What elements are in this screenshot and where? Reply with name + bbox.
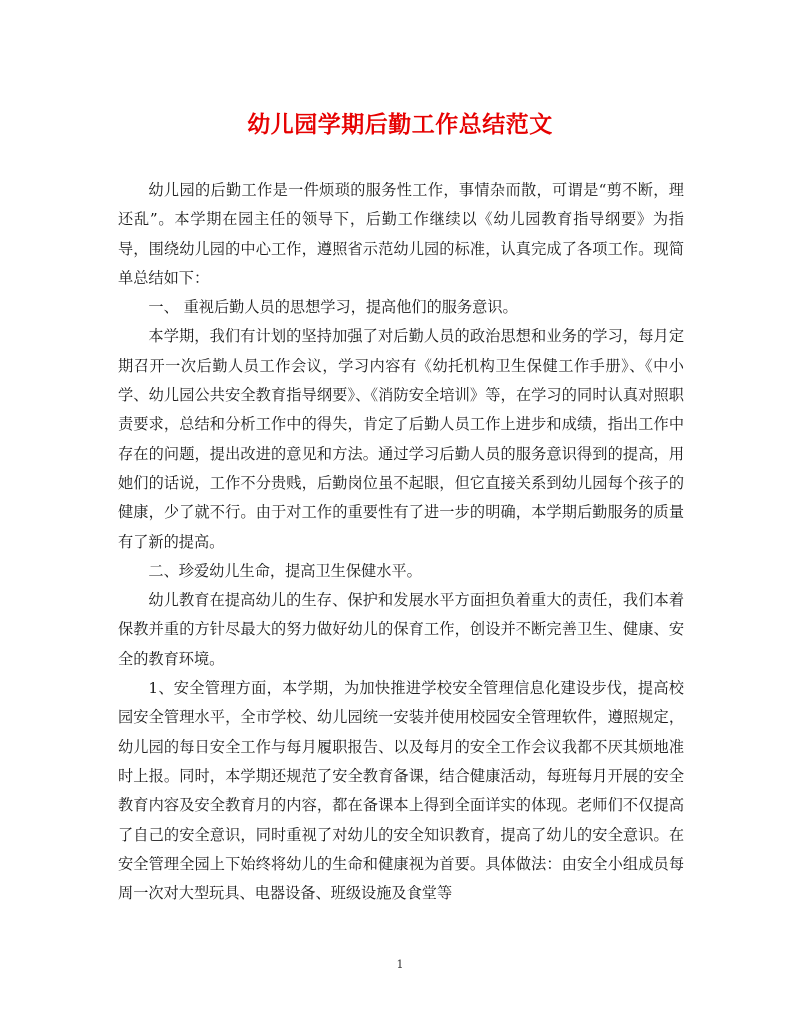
section-heading-2: 二、珍爱幼儿生命，提高卫生保健水平。: [148, 561, 422, 580]
paragraph-intro: 幼儿园的后勤工作是一件烦琐的服务性工作，事情杂而散，可谓是“剪不断，理还乱”。本学期在园主任的领导下，后勤工作继续以《幼儿园教育指导纲要》为指导，围绕幼儿园的中心工作，遵照省示范幼儿园的标准，认真完成了各项工作。现简单总结如下：: [118, 181, 684, 287]
paragraph-section-1: 本学期，我们有计划的坚持加强了对后勤人员的政治思想和业务的学习，每月定期召开一次后勤人员工作会议，学习内容有《幼托机构卫生保健工作手册》、《中小学、幼儿园公共安全教育指导纲要》、《消防安全培训》等，在学习的同时认真对照职责要求，总结和分析工作中的得失，肯定了后勤人员工作上进步和成绩，指出工作中存在的问题，提出改进的意见和方法。通过学习后勤人员的服务意识得到的提高，用她们的话说，工作不分贵贱，后勤岗位虽不起眼，但它直接关系到幼儿园每个孩子的健康，少了就不行。由于对工作的重要性有了进一步的明确，本学期后勤服务的质量有了新的提高。: [118, 327, 684, 551]
section-heading-1: 一、 重视后勤人员的思想学习，提高他们的服务意识。: [148, 298, 518, 317]
document-body: [118, 176, 684, 908]
document-title: 幼儿园学期后勤工作总结范文: [247, 111, 553, 138]
paragraph-safety-management: 1、安全管理方面，本学期，为加快推进学校安全管理信息化建设步伐，提高校园安全管理水平，全市学校、幼儿园统一安装并使用校园安全管理软件，遵照规定，幼儿园的每日安全工作与每月履职报告、以及每月的安全工作会议我都不厌其烦地准时上报。同时，本学期还规范了安全教育备课，结合健康活动，每班每月开展的安全教育内容及安全教育月的内容，都在备课本上得到全面详实的体现。老师们不仅提高了自己的安全意识，同时重视了对幼儿的安全知识教育，提高了幼儿的安全意识。在安全管理全园上下始终将幼儿的生命和健康视为首要。具体做法：由安全小组成员每周一次对大型玩具、电器设备、班级设施及食堂等: [118, 679, 684, 903]
page-number: 1: [396, 958, 404, 971]
paragraph-section-2: 幼儿教育在提高幼儿的生存、保护和发展水平方面担负着重大的责任，我们本着保教并重的方针尽最大的努力做好幼儿的保育工作，创设并不断完善卫生、健康、安全的教育环境。: [118, 591, 684, 668]
